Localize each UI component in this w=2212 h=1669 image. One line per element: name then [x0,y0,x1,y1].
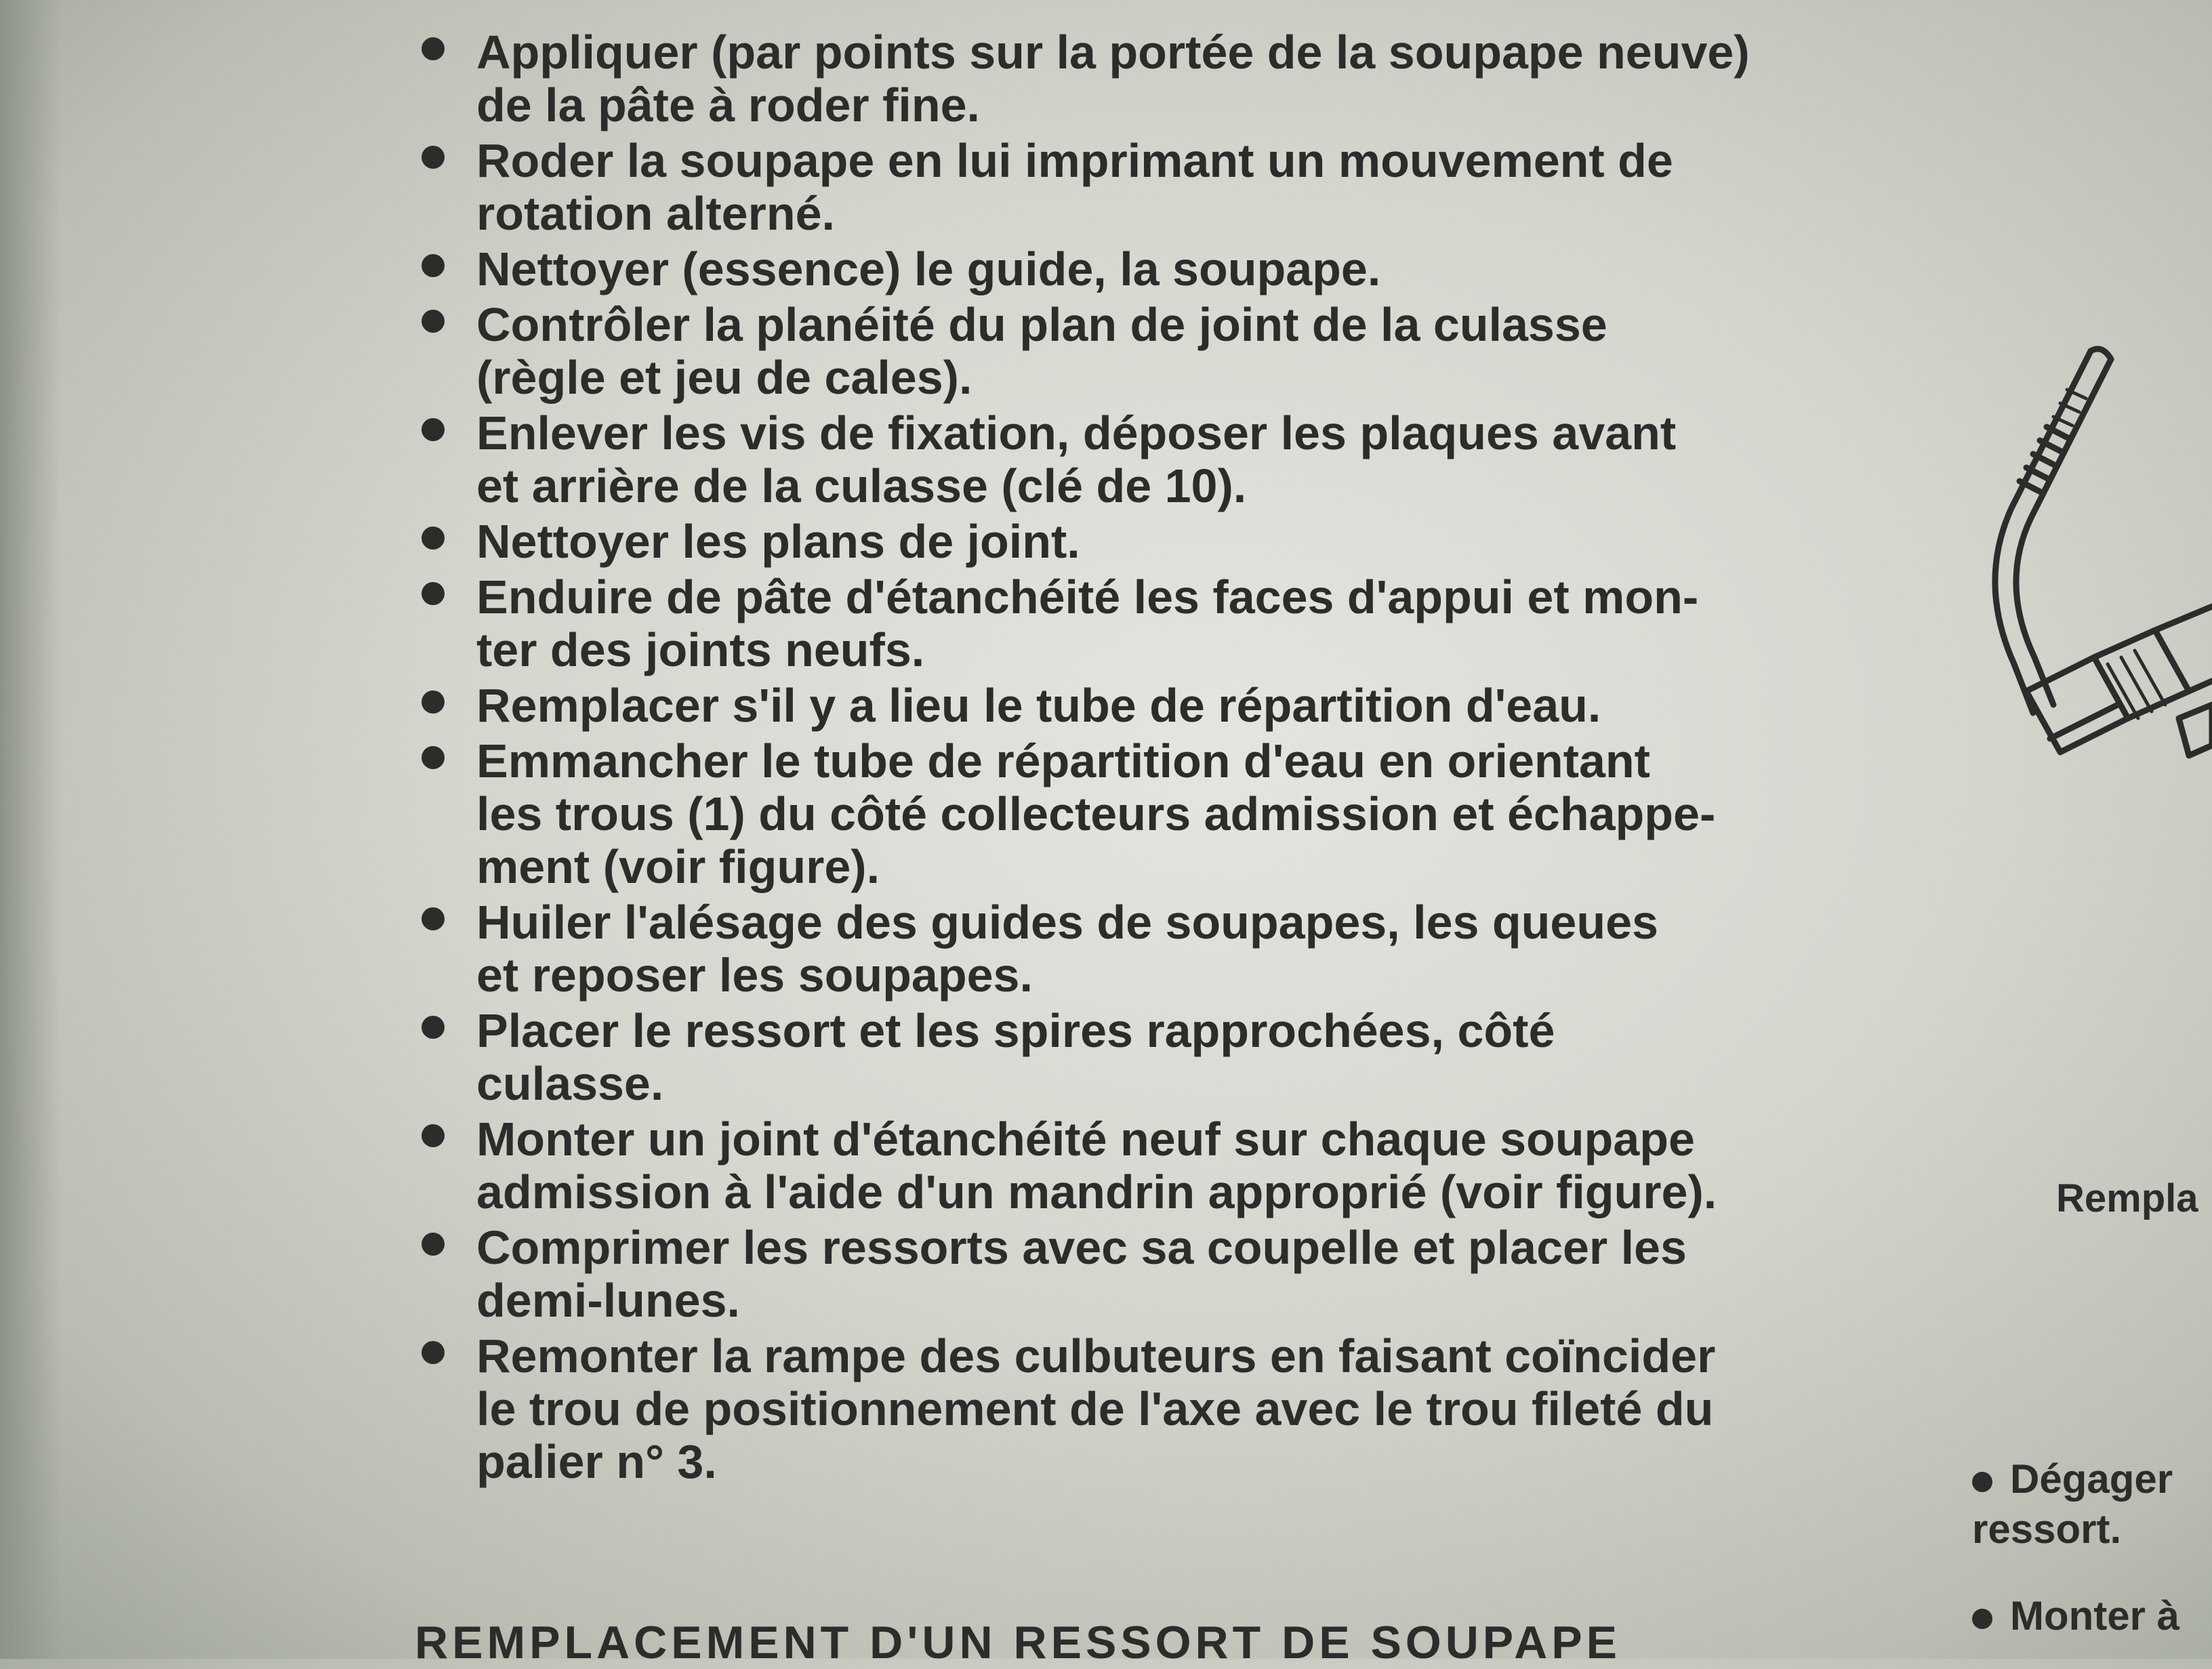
list-item: Emmancher le tube de répartition d'eau en orientant les trous (1) du côté collecteurs admission et échappe- ment (voir figure). [412,735,1830,893]
list-item: Enlever les vis de fixation, déposer les plaques avant et arrière de la culasse (clé de 10). [412,407,1830,512]
instruction-list [413,26,1830,1491]
bullet-icon [422,146,445,169]
list-item-continuation: ressort. [1972,1506,2122,1552]
bullet-icon [422,37,445,60]
tube-figure-icon [1952,339,2212,867]
bullet-icon [422,691,445,714]
bullet-icon [422,1233,445,1256]
list-item: Monter un joint d'étanchéité neuf sur chaque soupape admission à l'aide d'un mandrin approprié (voir figure). [412,1113,1830,1218]
bullet-icon [422,1341,445,1364]
figure-caption: Rempla [2056,1176,2198,1220]
bullet-icon [422,1124,445,1147]
list-item: Nettoyer (essence) le guide, la soupape. [412,243,1830,295]
bullet-icon [422,310,445,333]
list-item: Nettoyer les plans de joint. [412,515,1830,568]
list-item: Comprimer les ressorts avec sa coupelle et placer les demi-lunes. [412,1221,1830,1327]
list-item: Appliquer (par points sur la portée de la soupape neuve) de la pâte à roder fine. [412,26,1830,131]
bullet-icon [422,582,445,605]
bullet-icon [422,418,445,441]
bullet-icon [1972,1472,1992,1492]
list-item: Huiler l'alésage des guides de soupapes, les queues et reposer les soupapes. [412,896,1830,1002]
list-item: Monter à [1972,1592,2179,1640]
list-item: Placer le ressort et les spires rapprochées, côté culasse. [412,1004,1830,1110]
list-item: Remplacer s'il y a lieu le tube de répartition d'eau. [412,679,1830,732]
bullet-icon [1972,1609,1992,1629]
list-item: Contrôler la planéité du plan de joint de la culasse (règle et jeu de cales). [412,298,1830,404]
bullet-icon [422,254,445,277]
adjacent-page-column [1952,0,2212,1659]
list-item: Roder la soupape en lui imprimant un mouvement de rotation alterné. [412,134,1830,240]
bullet-icon [422,1016,445,1039]
bullet-icon [422,746,445,769]
list-item: Remonter la rampe des culbuteurs en faisant coïncider le trou de positionnement de l'axe avec le trou fileté du palier n° 3. [412,1330,1830,1488]
bullet-icon [422,907,445,930]
list-item: Enduire de pâte d'étanchéité les faces d'appui et mon- ter des joints neufs. [412,571,1830,676]
bullet-icon [422,527,445,550]
section-heading: REMPLACEMENT D'UN RESSORT DE SOUPAPE [415,1617,1621,1668]
page-fold-shadow [0,0,61,1659]
list-item: Dégager [1972,1456,2173,1503]
